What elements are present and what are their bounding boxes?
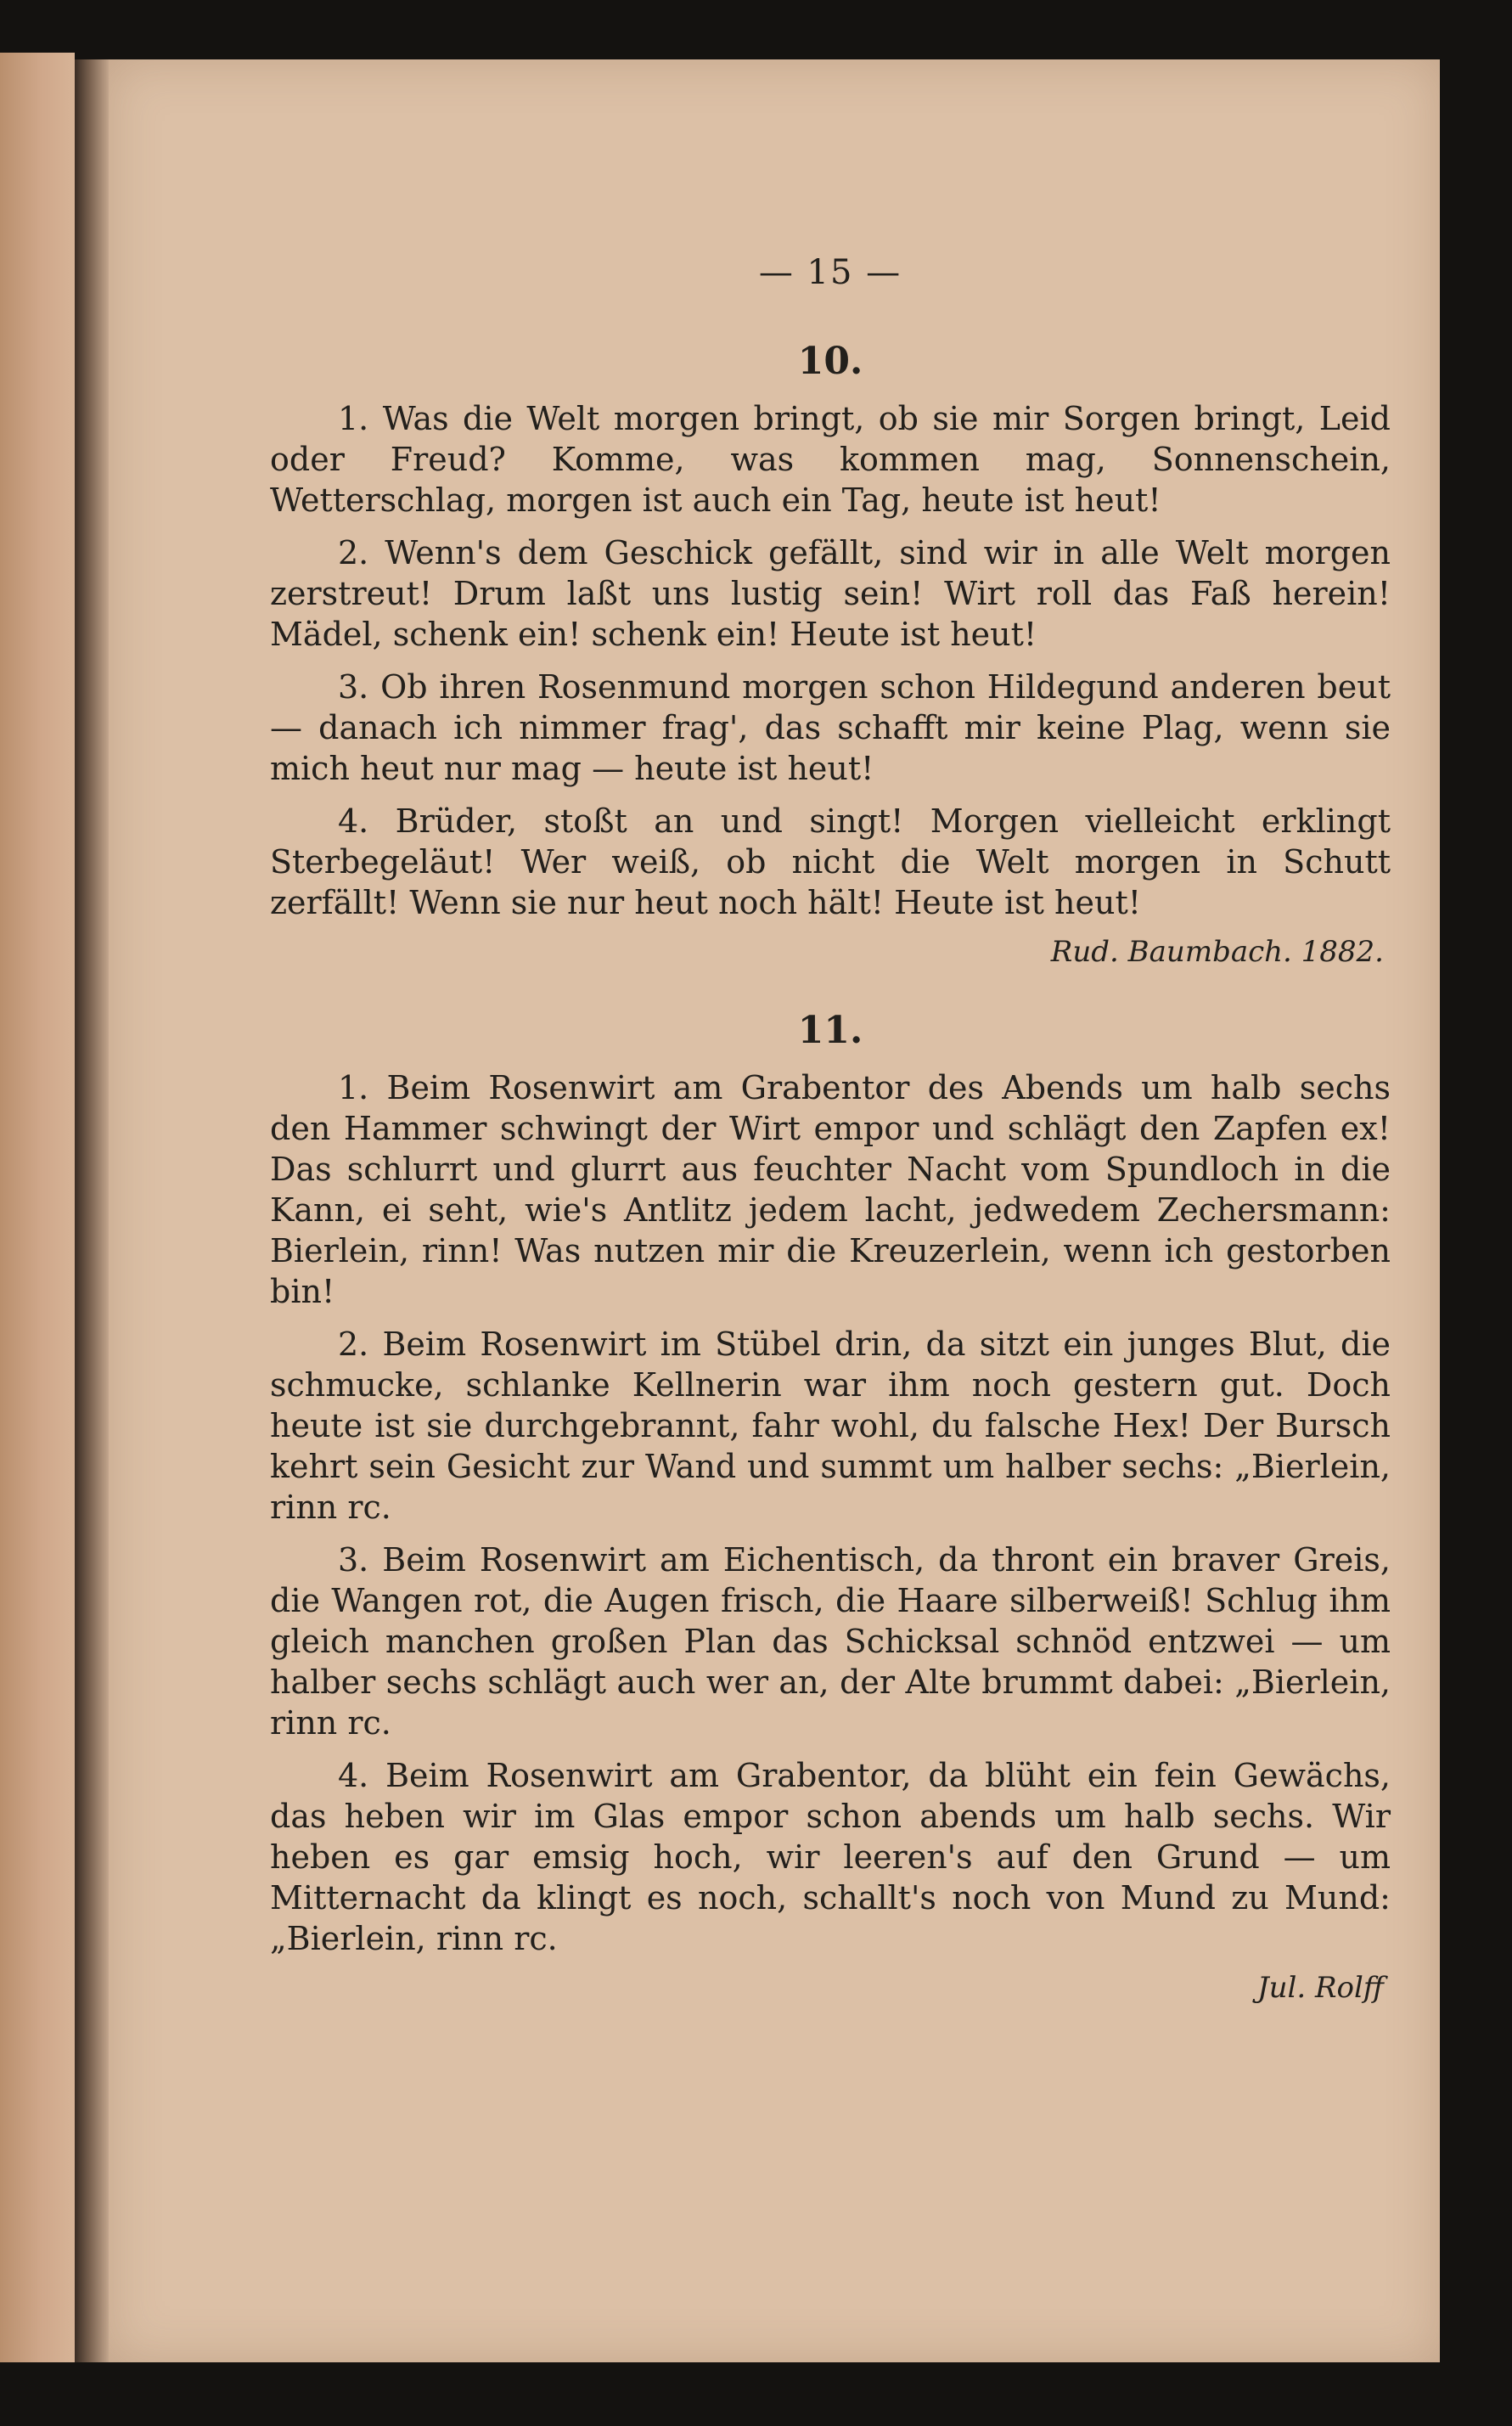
stanza: 4. Beim Rosenwirt am Grabentor, da blüht ein fein Gewächs, das heben wir im Glas empor schon abends um halb sechs. Wir heben es gar emsig hoch, wir leeren's auf den Grund — um Mitternacht da klingt es noch, schallt's noch von Mund zu Mund: „Bierlein, rinn rc.	[270, 1757, 1391, 1957]
book-gutter	[75, 59, 109, 2362]
page-number: — 15 —	[758, 253, 902, 292]
stanza: 2. Wenn's dem Geschick gefällt, sind wir in alle Welt morgen zerstreut! Drum laßt uns lustig sein! Wirt roll das Faß herein! Mädel, schenk ein! schenk ein! Heute ist heut!	[270, 534, 1391, 653]
stanza: 1. Was die Welt morgen bringt, ob sie mir Sorgen bringt, Leid oder Freud? Komme, was kommen mag, Sonnenschein, Wetterschlag, morgen ist auch ein Tag, heute ist heut!	[270, 400, 1391, 519]
stanza: 3. Beim Rosenwirt am Eichentisch, da thront ein braver Greis, die Wangen rot, die Augen frisch, die Haare silberweiß! Schlug ihm gleich manchen großen Plan das Schicksal schnöd entzwei — um halber sechs schlägt auch wer an, der Alte brummt dabei: „Bierlein, rinn rc.	[270, 1541, 1391, 1742]
stanza: 4. Brüder, stoßt an und singt! Morgen vielleicht erklingt Sterbegeläut! Wer weiß, ob nicht die Welt morgen in Schutt zerfällt! Wenn sie nur heut noch hält! Heute ist heut!	[270, 802, 1391, 921]
poem-attribution: Jul. Rolff	[1256, 1971, 1384, 2005]
facing-page-edge	[0, 53, 75, 2362]
stanza: 1. Beim Rosenwirt am Grabentor des Abends um halb sechs den Hammer schwingt der Wirt empor und schlägt den Zapfen ex! Das schlurrt und glurrt aus feuchter Nacht vom Spundloch in die Kann, ei seht, wie's Antlitz jedem lacht, jedwedem Zechersmann: Bierlein, rinn! Was nutzen mir die Kreuzerlein, wenn ich gestorben bin!	[270, 1069, 1391, 1310]
poem-number: 11.	[797, 1009, 863, 1052]
book-page	[109, 59, 1440, 2362]
stanza: 3. Ob ihren Rosenmund morgen schon Hildegund anderen beut — danach ich nimmer frag', das schafft mir keine Plag, wenn sie mich heut nur mag — heute ist heut!	[270, 668, 1391, 787]
poem-attribution: Rud. Baumbach. 1882.	[1050, 935, 1384, 969]
stanza: 2. Beim Rosenwirt im Stübel drin, da sitzt ein junges Blut, die schmucke, schlanke Kellnerin war ihm noch gestern gut. Doch heute ist sie durchgebrannt, fahr wohl, du falsche Hex! Der Bursch kehrt sein Gesicht zur Wand und summt um halber sechs: „Bierlein, rinn rc.	[270, 1326, 1391, 1526]
poem-section-10	[270, 340, 1391, 969]
poem-section-11	[270, 1009, 1391, 2005]
poem-number: 10.	[797, 340, 863, 383]
